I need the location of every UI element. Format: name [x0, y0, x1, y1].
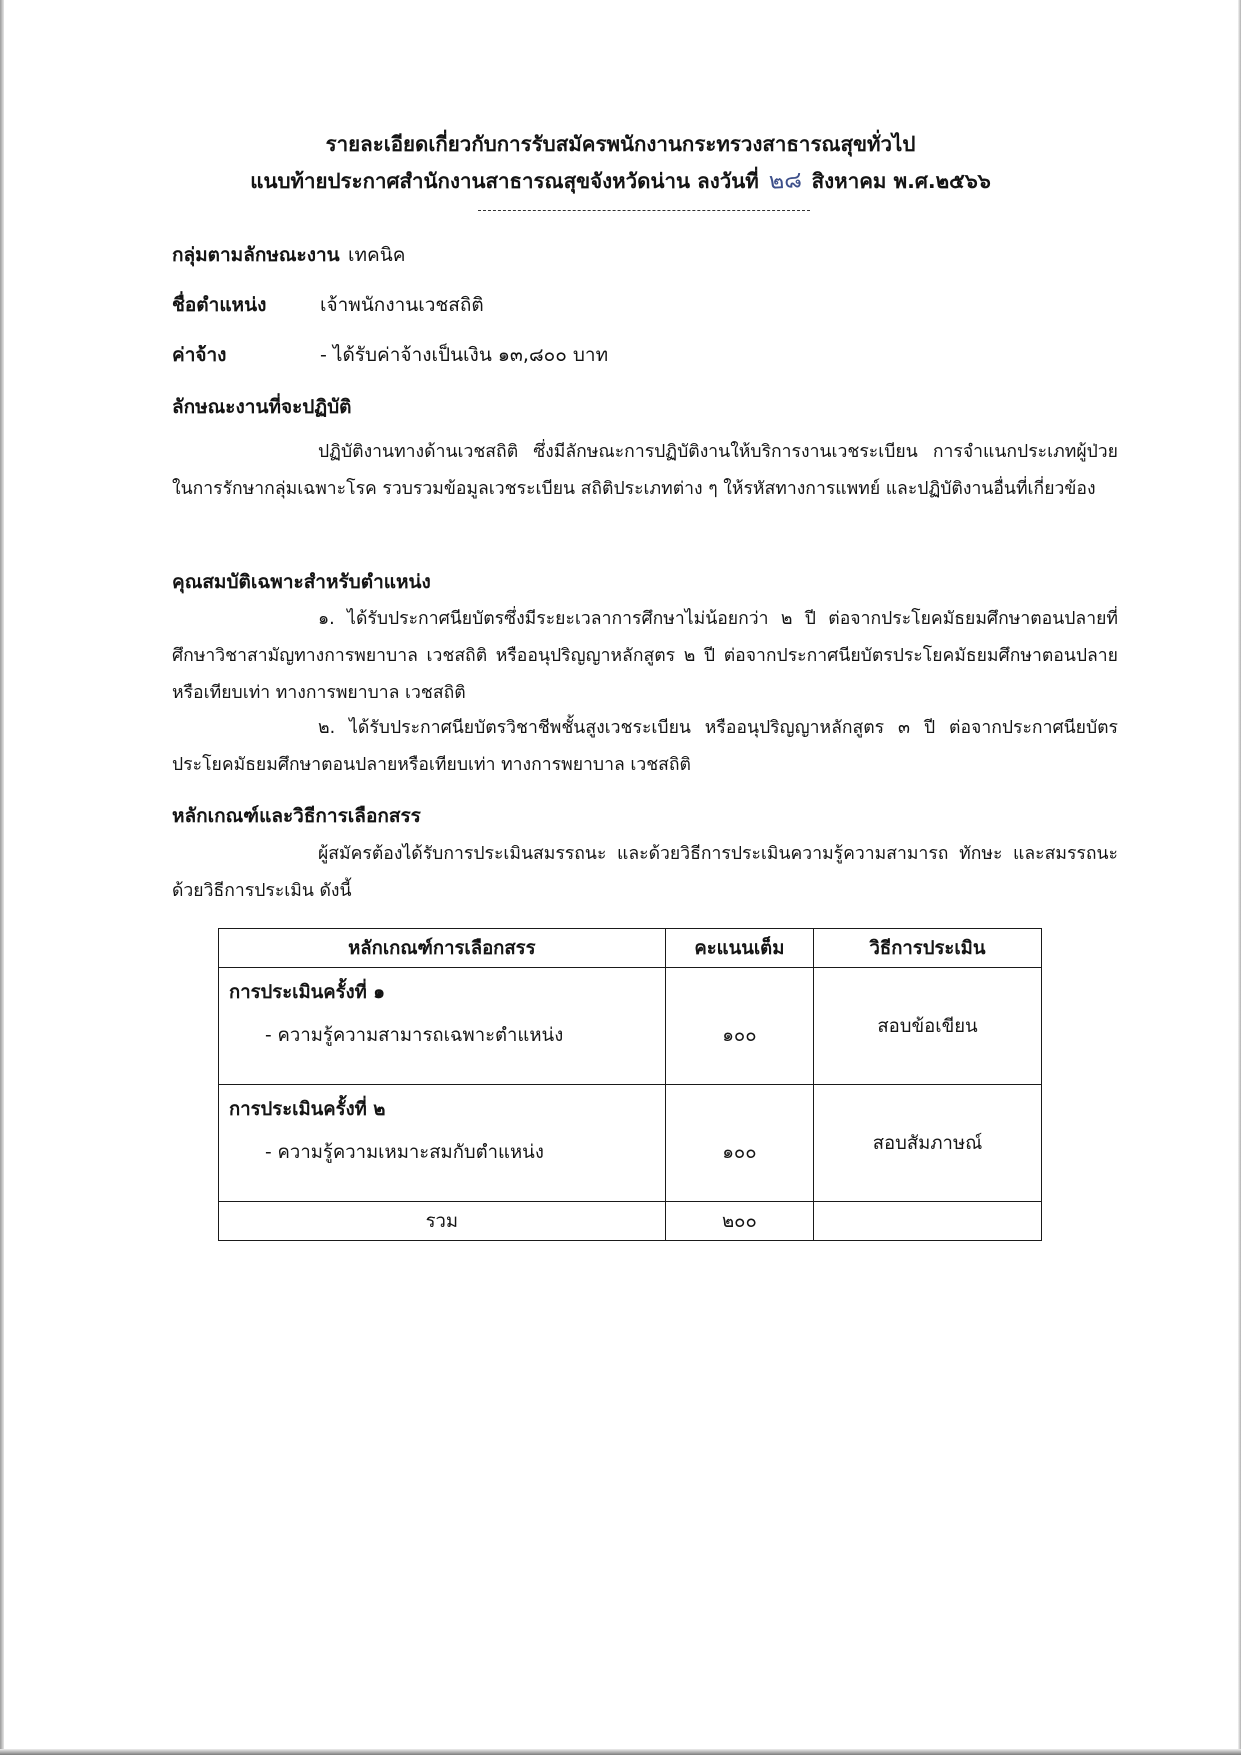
table-header-row — [219, 929, 1042, 968]
qualification-item-1 — [172, 601, 1118, 712]
qualification-text-1: ๑. ได้รับประกาศนียบัตรซึ่งมีระยะเวลาการศึกษาไม่น้อยกว่า ๒ ปี ต่อจากประโยคมัธยมศึกษาตอนปลายที่ศึกษาวิชาสามัญทางการพยาบาล เวชสถิติ หรืออนุปริญญาหลักสูตร ๒ ปี ต่อจากประกาศนียบัตรประโยคมัธยมศึกษาตอนปลายหรือเทียบเท่า ทางการพยาบาล เวชสถิติ — [172, 609, 1118, 703]
total-method-cell — [814, 1202, 1042, 1241]
stage-item: - ความรู้ความสามารถเฉพาะตำแหน่ง — [265, 1025, 564, 1046]
group-value: เทคนิค — [348, 244, 406, 266]
criteria-paragraph — [172, 836, 1118, 910]
duties-paragraph — [172, 434, 1118, 508]
group-label: กลุ่มตามลักษณะงาน — [172, 244, 340, 266]
qualification-item-2 — [172, 710, 1118, 784]
table-header-criteria: หลักเกณฑ์การเลือกสรร — [219, 929, 666, 968]
duties-text: ปฏิบัติงานทางด้านเวชสถิติ ซึ่งมีลักษณะการปฏิบัติงานให้บริการงานเวชระเบียน การจำแนกประเภทผู้ป่วยในการรักษากลุ่มเฉพาะโรค รวบรวมข้อมูลเวชระเบียน สถิติประเภทต่าง ๆ ให้รหัสทางการแพทย์ และปฏิบัติงานอื่นที่เกี่ยวข้อง — [172, 442, 1118, 499]
total-score-cell: ๒๐๐ — [665, 1202, 813, 1241]
stage-cell — [219, 1085, 666, 1202]
method-cell: สอบสัมภาษณ์ — [814, 1085, 1042, 1202]
wage-label: ค่าจ้าง — [172, 344, 227, 366]
duties-heading: ลักษณะงานที่จะปฏิบัติ — [172, 396, 352, 418]
qualification-text-2: ๒. ได้รับประกาศนียบัตรวิชาชีพชั้นสูงเวชระเบียน หรืออนุปริญญาหลักสูตร ๓ ปี ต่อจากประกาศนียบัตรประโยคมัธยมศึกษาตอนปลายหรือเทียบเท่า ทางการพยาบาล เวชสถิติ — [172, 718, 1118, 775]
field-group — [172, 240, 405, 270]
table-header-score: คะแนนเต็ม — [665, 929, 813, 968]
field-wage — [172, 340, 608, 370]
table-header-method: วิธีการประเมิน — [814, 929, 1042, 968]
title-line2-prefix: แนบท้ายประกาศสำนักงานสาธารณสุขจังหวัดน่าน ลงวันที่ — [250, 169, 759, 193]
scan-edge-left — [0, 0, 4, 1755]
criteria-table — [218, 928, 1042, 1241]
position-label: ชื่อตำแหน่ง — [172, 294, 267, 316]
document-title-line2 — [0, 163, 1241, 199]
title-line2-suffix: สิงหาคม พ.ศ.๒๕๖๖ — [811, 169, 991, 193]
stage-cell — [219, 968, 666, 1085]
wage-value: - ได้รับค่าจ้างเป็นเงิน ๑๓,๘๐๐ บาท — [320, 344, 609, 366]
score-cell: ๑๐๐ — [665, 1085, 813, 1202]
field-position — [172, 290, 484, 320]
scan-edge-bottom — [0, 1749, 1241, 1755]
total-label-cell: รวม — [219, 1202, 666, 1241]
criteria-heading: หลักเกณฑ์และวิธีการเลือกสรร — [172, 805, 421, 827]
table-total-row — [219, 1202, 1042, 1241]
table-row — [219, 968, 1042, 1085]
header-divider — [478, 210, 810, 211]
handwritten-day: ๒๘ — [768, 167, 803, 195]
stage-item: - ความรู้ความเหมาะสมกับตำแหน่ง — [265, 1142, 544, 1163]
position-value: เจ้าพนักงานเวชสถิติ — [320, 294, 484, 316]
stage-title: การประเมินครั้งที่ ๒ — [229, 1099, 386, 1120]
qualifications-heading: คุณสมบัติเฉพาะสำหรับตำแหน่ง — [172, 571, 431, 593]
method-cell: สอบข้อเขียน — [814, 968, 1042, 1085]
table-row — [219, 1085, 1042, 1202]
score-cell: ๑๐๐ — [665, 968, 813, 1085]
stage-title: การประเมินครั้งที่ ๑ — [229, 982, 386, 1003]
criteria-text: ผู้สมัครต้องได้รับการประเมินสมรรถนะ และด้วยวิธีการประเมินความรู้ความสามารถ ทักษะ และสมรรถนะ ด้วยวิธีการประเมิน ดังนี้ — [172, 844, 1118, 901]
document-title-line1: รายละเอียดเกี่ยวกับการรับสมัครพนักงานกระทรวงสาธารณสุขทั่วไป — [325, 132, 916, 156]
